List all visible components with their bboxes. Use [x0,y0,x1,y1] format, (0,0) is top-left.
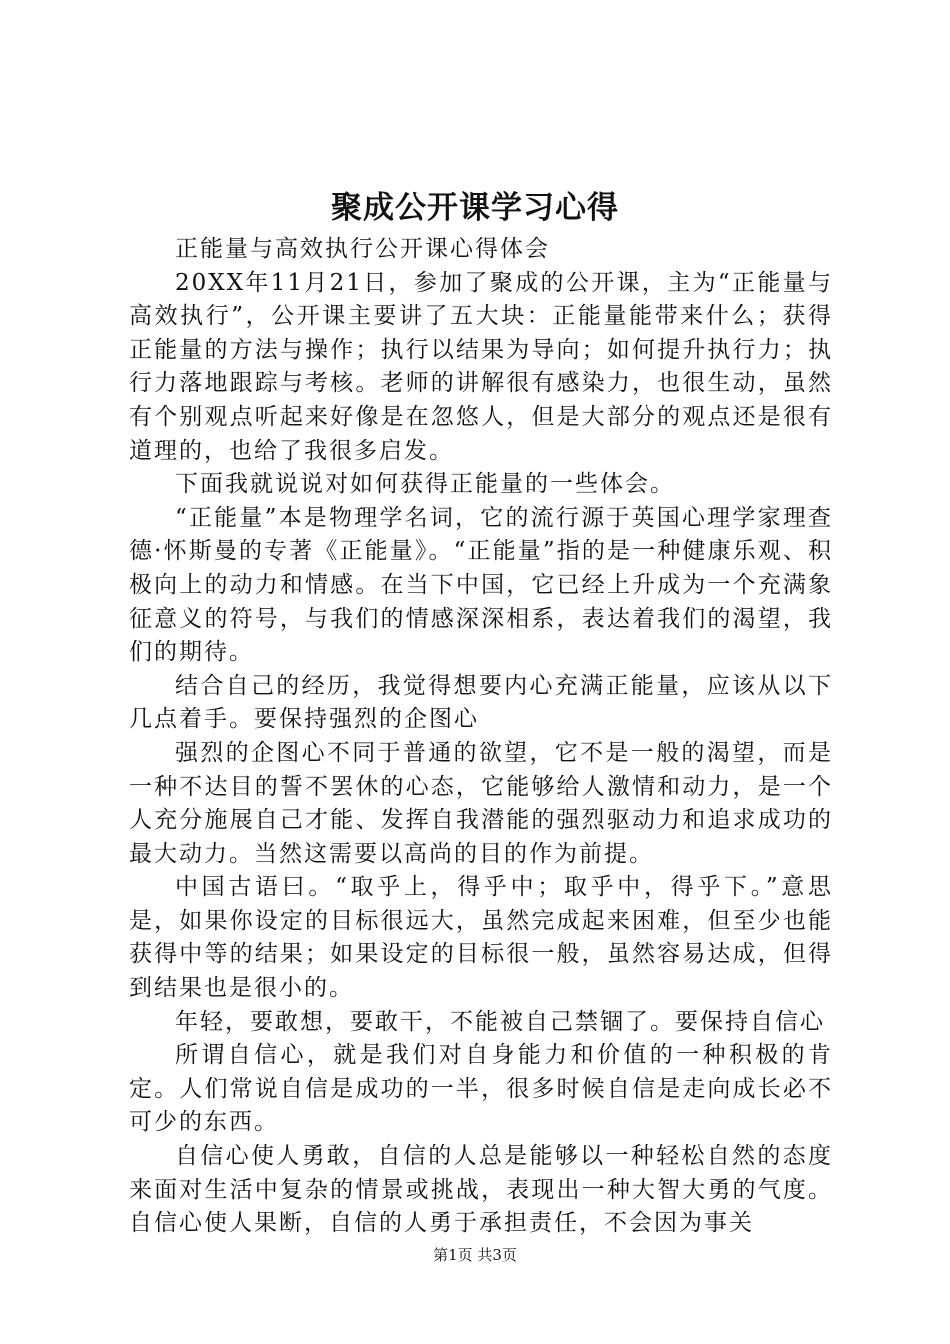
paragraph: 20XX年11月21日，参加了聚成的公开课，主为“正能量与高效执行”，公开课主要讲了五大块：正能量能带来什么；获得正能量的方法与操作；执行以结果为导向；如何提升执行力；执行力落地跟踪与考核。老师的讲解很有感染力，也很生动，虽然有个别观点听起来好像是在忽悠人，但是大部分的观点还是很有道理的，也给了我很多启发。 [129,269,833,464]
document-body [129,233,833,1241]
paragraph: “正能量”本是物理学名词，它的流行源于英国心理学家理查德·怀斯曼的专著《正能量》。“正能量”指的是一种健康乐观、积极向上的动力和情感。在当下中国，它已经上升成为一个充满象征意义的符号，与我们的情感深深相系，表达着我们的渴望，我们的期待。 [129,504,833,666]
paragraph: 所谓自信心，就是我们对自身能力和价值的一种积极的肯定。人们常说自信是成功的一半，很多时候自信是走向成长必不可少的东西。 [129,1042,833,1136]
paragraph-subtitle: 正能量与高效执行公开课心得体会 [175,236,550,262]
paragraph: 强烈的企图心不同于普通的欲望，它不是一般的渴望，而是一种不达目的誓不罢休的心态，它能够给人激情和动力，是一个人充分施展自己才能、发挥自我潜能的强烈驱动力和追求成功的最大动力。当然这需要以高尚的目的作为前提。 [129,739,833,867]
paragraph: 年轻，要敢想，要敢干，不能被自己禁锢了。要保持自信心 [175,1008,825,1035]
paragraph: 自信心使人勇敢，自信的人总是能够以一种轻松自然的态度来面对生活中复杂的情景或挑战，表现出一种大智大勇的气度。自信心使人果断，自信的人勇于承担责任，不会因为事关 [129,1143,833,1237]
paragraph: 下面我就说说对如何获得正能量的一些体会。 [175,471,675,498]
document-title: 聚成公开课学习心得 [331,190,619,226]
paragraph: 中国古语曰。“取乎上，得乎中；取乎中，得乎下。”意思是，如果你设定的目标很远大，虽然完成起来困难，但至少也能获得中等的结果；如果设定的目标很一般，虽然容易达成，但得到结果也是很小的。 [129,874,833,1002]
paragraph: 结合自己的经历，我觉得想要内心充满正能量，应该从以下几点着手。要保持强烈的企图心 [129,672,833,733]
page-number-footer: 第1页 共3页 [433,1246,517,1264]
